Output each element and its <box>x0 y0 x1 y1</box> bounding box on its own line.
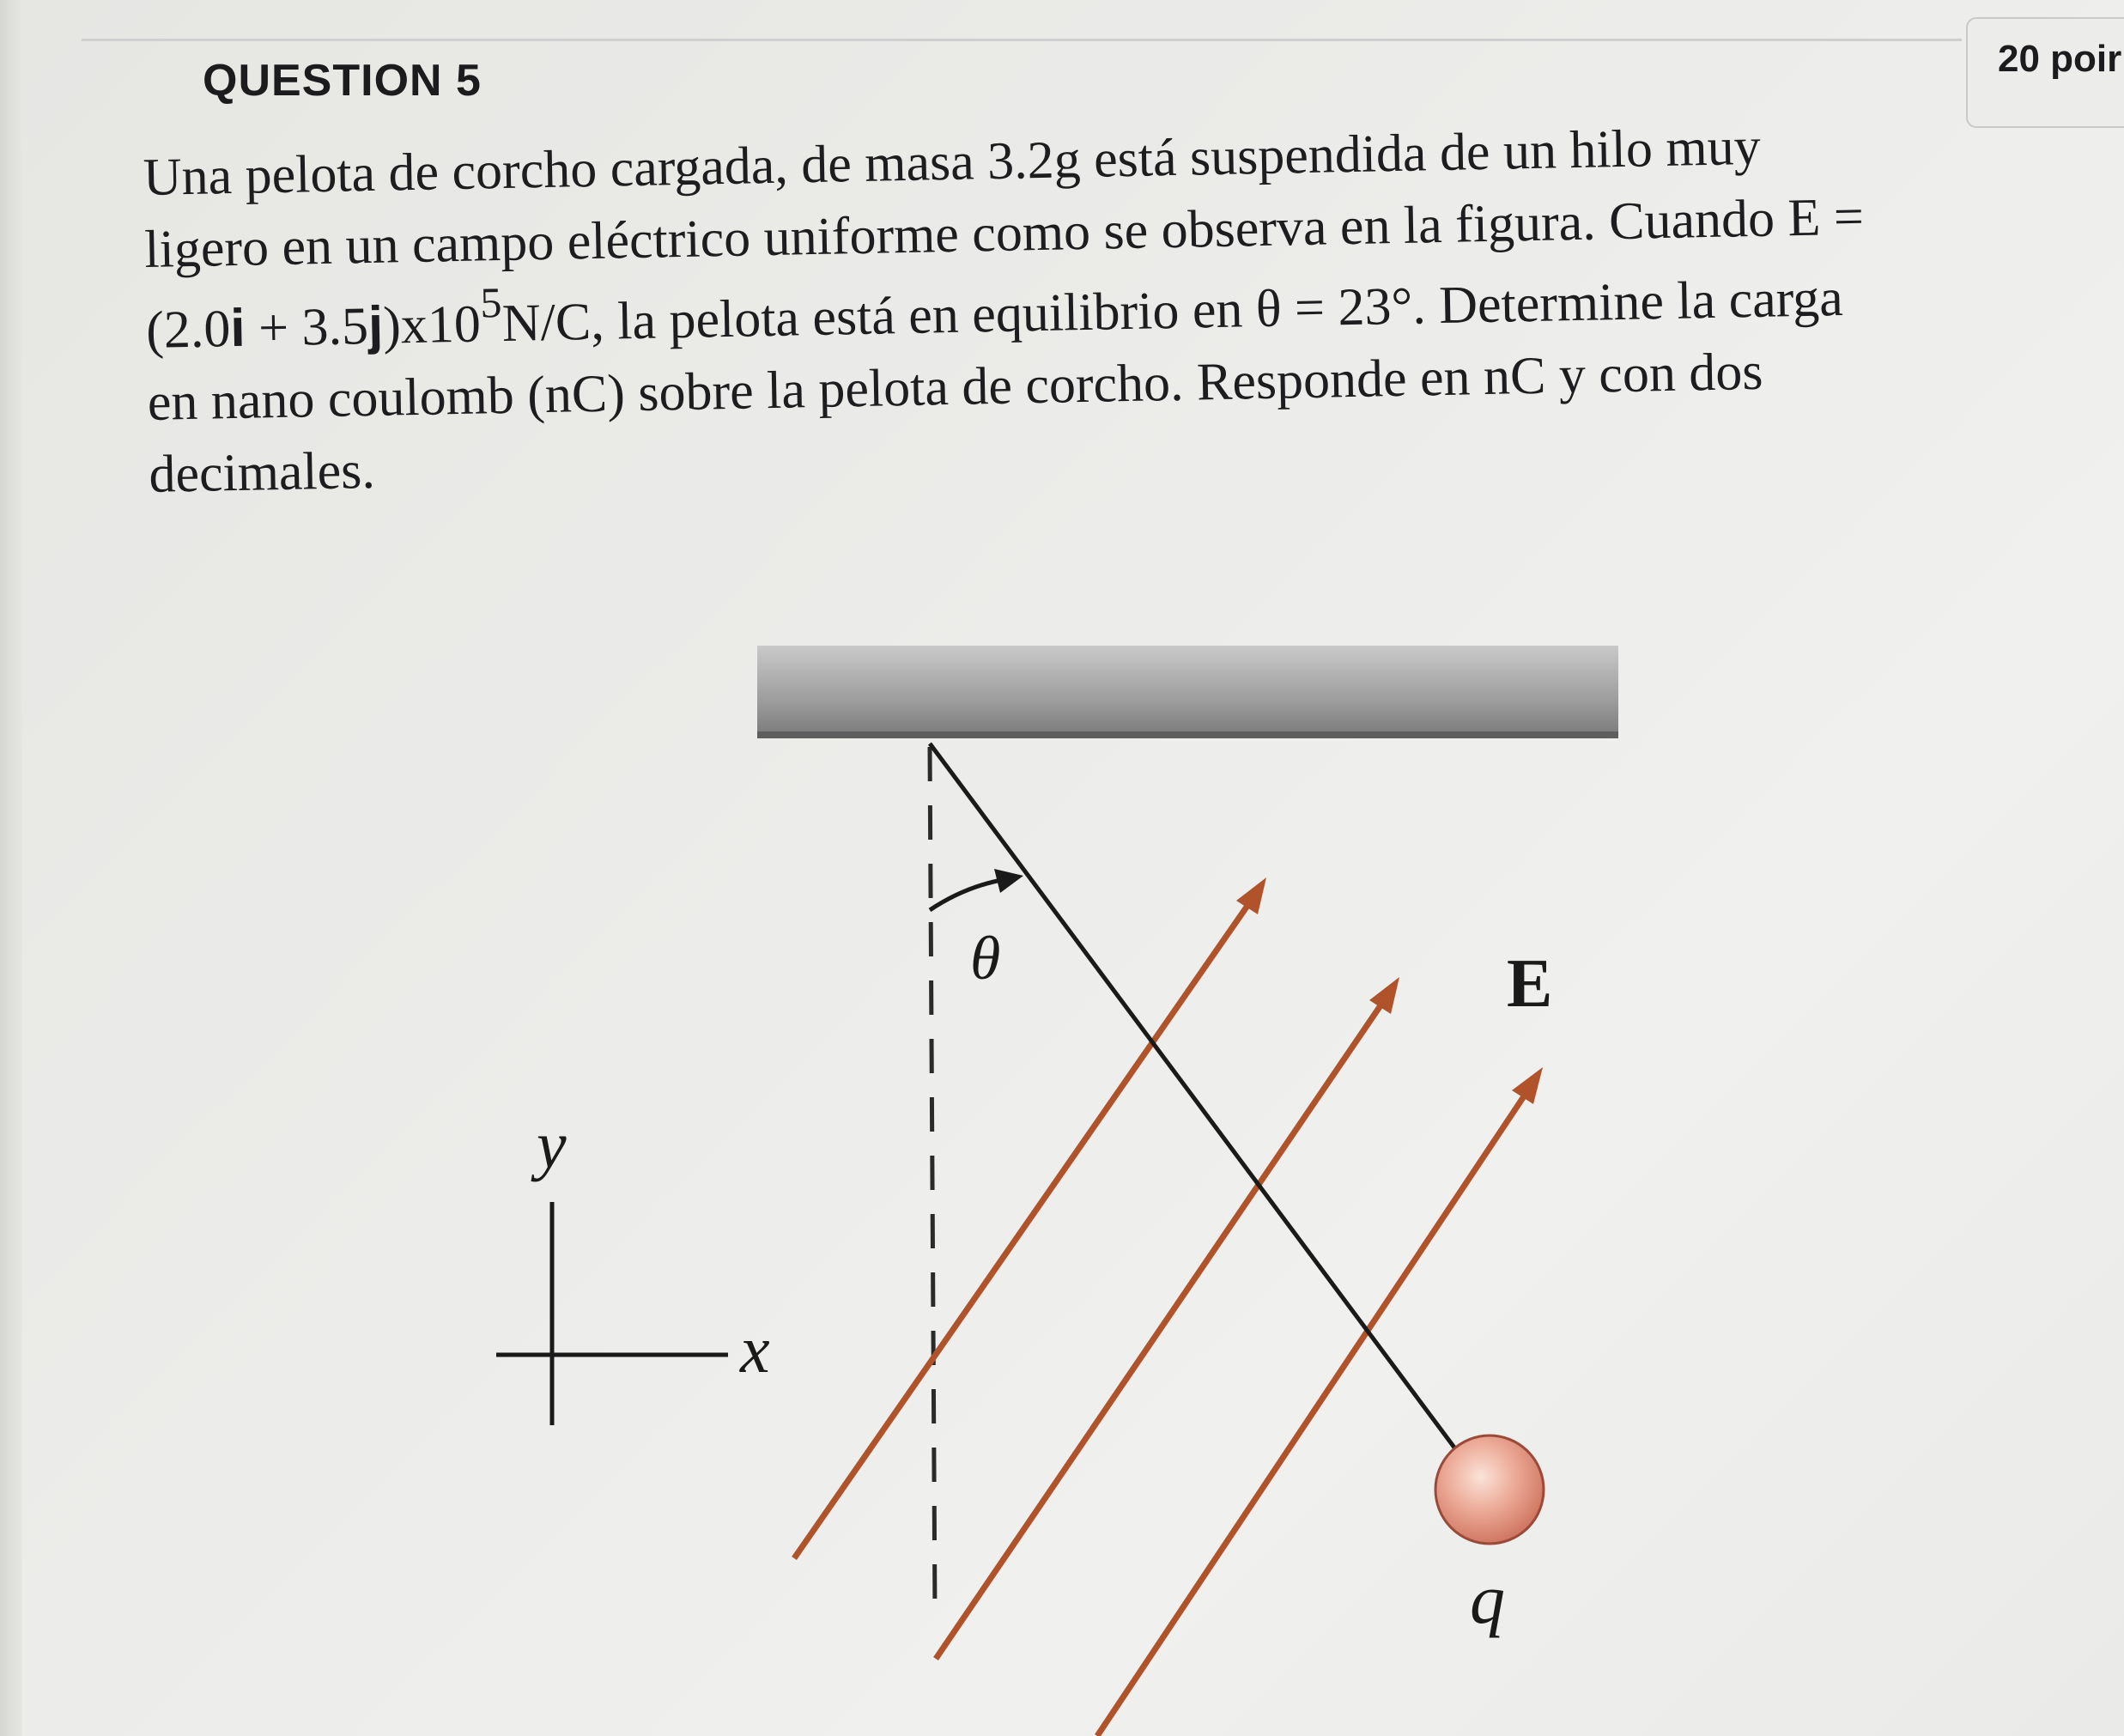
theta-arc <box>930 879 1006 910</box>
ceiling <box>757 646 1618 737</box>
theta-arrowhead <box>994 869 1023 893</box>
y-axis-label: y <box>537 1108 567 1182</box>
unit-vector-j: j <box>367 295 384 355</box>
exponent: 5 <box>479 278 502 327</box>
question-line-4: en nano coulomb (nC) sobre la pelota de corcho. Responde en nC y con dos <box>147 342 1764 432</box>
charge-label: q <box>1470 1560 1505 1638</box>
field-arrowhead-2 <box>1369 977 1399 1014</box>
question-line-2: ligero en un campo eléctrico uniforme como se observa en la figura. Cuando E = <box>143 187 1865 279</box>
points-label: 20 poir <box>1998 38 2122 80</box>
unit-vector-i: i <box>229 298 246 359</box>
field-label: E <box>1507 946 1553 1022</box>
theta-label: θ <box>970 924 1001 992</box>
field-vector-open: (2.0 <box>145 300 232 360</box>
field-vector-close: )x10 <box>382 294 482 355</box>
question-line-5: decimales. <box>148 440 376 504</box>
field-line-2 <box>936 994 1388 1659</box>
field-vector-plus: + 3.5 <box>244 296 369 358</box>
question-line-1: Una pelota de corcho cargada, de masa 3.2g está suspendida de un hilo muy <box>143 117 1762 207</box>
field-lines <box>794 877 1543 1736</box>
question-title: QUESTION 5 <box>203 56 482 106</box>
field-arrowhead-1 <box>1236 877 1266 914</box>
field-line-3 <box>1097 1086 1531 1736</box>
field-line-1 <box>794 895 1255 1558</box>
field-vector-rest: N/C, la pelota está en equilibrio en θ = 23°. Determine la carga <box>501 269 1844 353</box>
vertical-reference-line <box>930 747 935 1614</box>
string <box>930 744 1457 1451</box>
field-arrowhead-3 <box>1512 1067 1543 1104</box>
ceiling-edge <box>757 731 1618 738</box>
x-axis-label: x <box>740 1312 770 1387</box>
charged-ball <box>1435 1436 1544 1544</box>
